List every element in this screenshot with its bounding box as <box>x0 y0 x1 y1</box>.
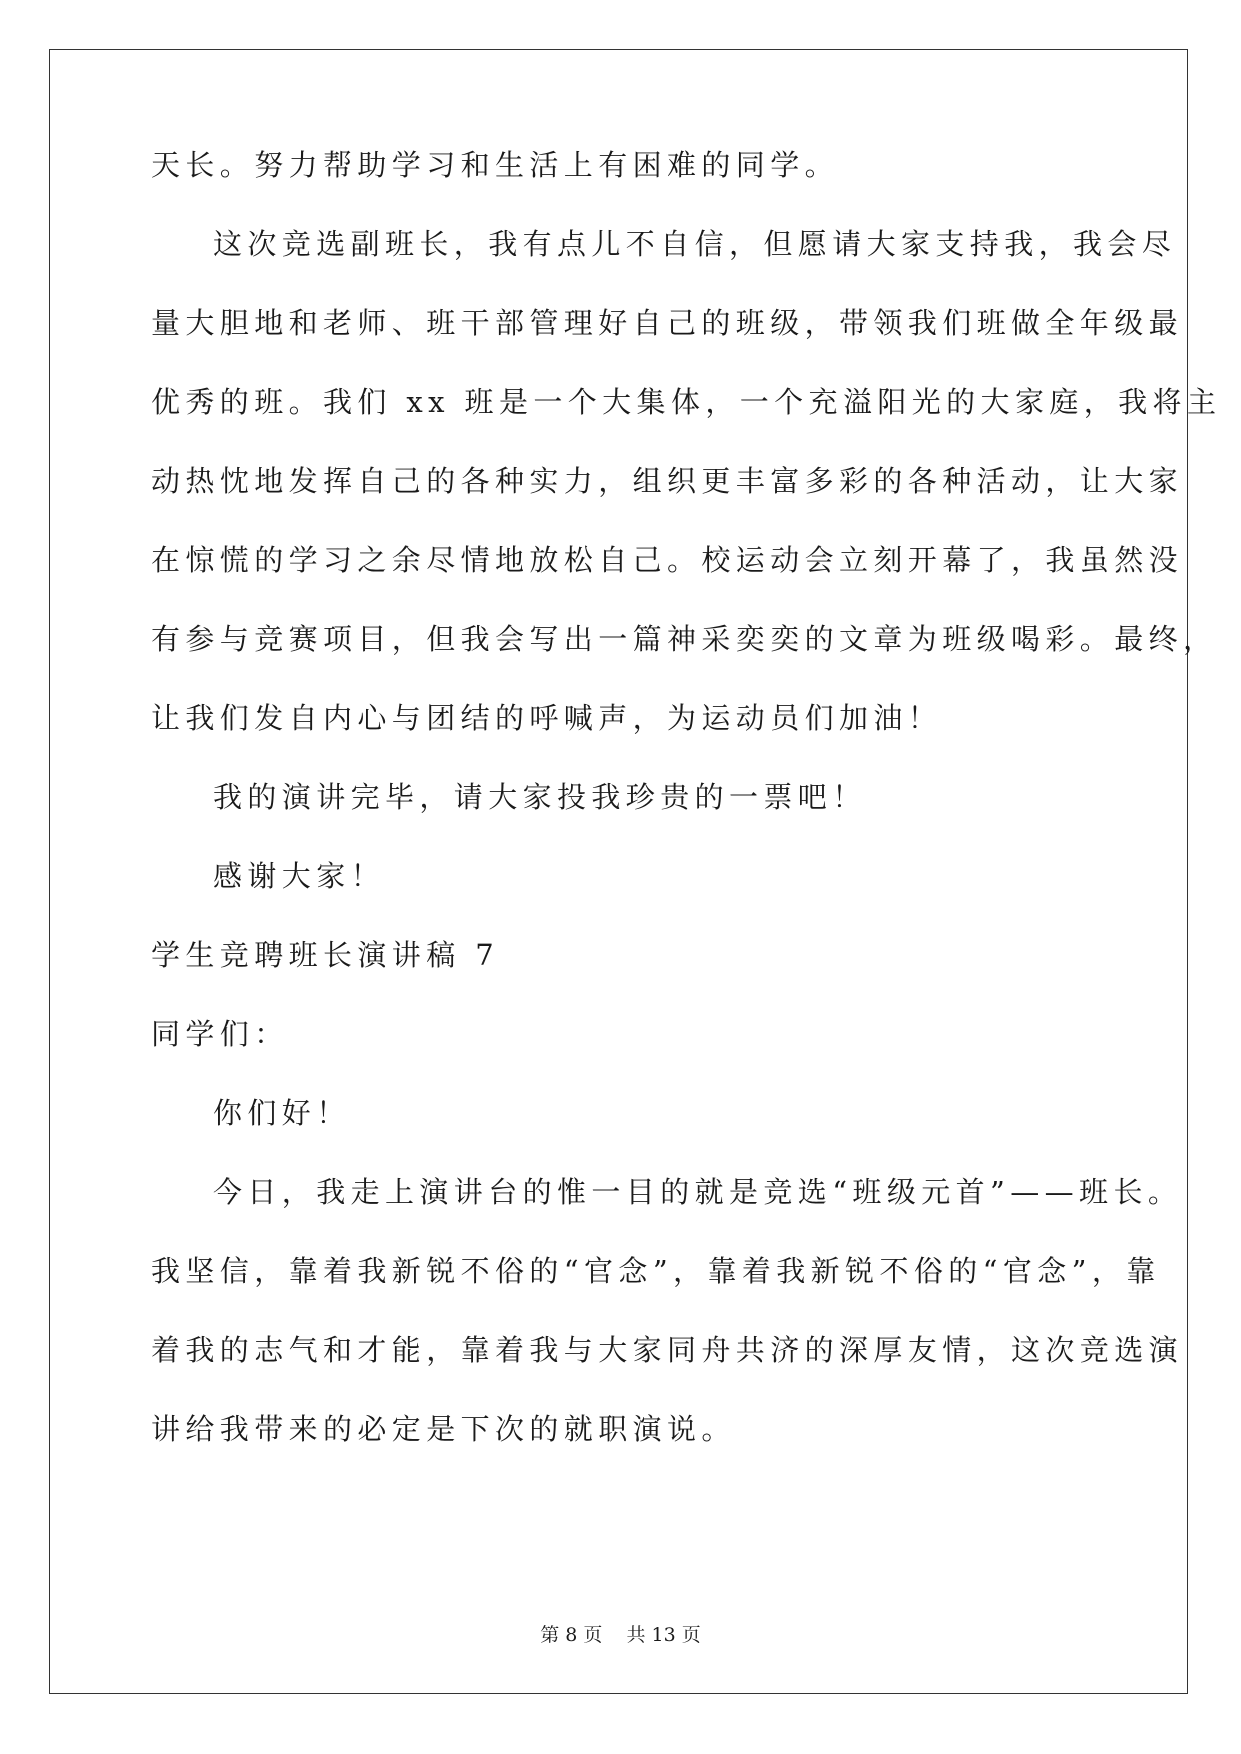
paragraph-line: 你们好！ <box>213 1096 351 1130</box>
paragraph-line: 感谢大家！ <box>213 859 386 893</box>
paragraph-line: 量大胆地和老师、班干部管理好自己的班级，带领我们班做全年级最 <box>151 306 1184 340</box>
paragraph-line: 动热忱地发挥自己的各种实力，组织更丰富多彩的各种活动，让大家 <box>151 464 1184 498</box>
paragraph-line: 我坚信，靠着我新锐不俗的“官念”，靠着我新锐不俗的“官念”，靠 <box>151 1254 1161 1288</box>
page-number: 第 8 页 <box>540 1624 603 1646</box>
page-total: 共 13 页 <box>626 1624 701 1646</box>
paragraph-line: 让我们发自内心与团结的呼喊声，为运动员们加油！ <box>151 701 943 735</box>
paragraph-line: 有参与竞赛项目，但我会写出一篇神采奕奕的文章为班级喝彩。最终， <box>151 622 1218 656</box>
document-body <box>151 148 1222 1469</box>
paragraph-line: 优秀的班。我们 xx 班是一个大集体，一个充溢阳光的大家庭，我将主 <box>151 385 1222 419</box>
paragraph-line: 这次竞选副班长，我有点儿不自信，但愿请大家支持我，我会尽 <box>213 227 1177 261</box>
paragraph-line: 在惊慌的学习之余尽情地放松自己。校运动会立刻开幕了，我虽然没 <box>151 543 1184 577</box>
paragraph-line: 着我的志气和才能，靠着我与大家同舟共济的深厚友情，这次竞选演 <box>151 1333 1184 1367</box>
section-heading: 学生竞聘班长演讲稿 7 <box>151 938 500 972</box>
paragraph-line: 天长。努力帮助学习和生活上有困难的同学。 <box>151 148 840 182</box>
paragraph-line: 今日，我走上演讲台的惟一目的就是竞选“班级元首”——班长。 <box>213 1175 1183 1209</box>
salutation: 同学们： <box>151 1017 289 1051</box>
paragraph-line: 讲给我带来的必定是下次的就职演说。 <box>151 1412 736 1446</box>
paragraph-line: 我的演讲完毕，请大家投我珍贵的一票吧！ <box>213 780 867 814</box>
page-footer <box>0 1620 1241 1647</box>
